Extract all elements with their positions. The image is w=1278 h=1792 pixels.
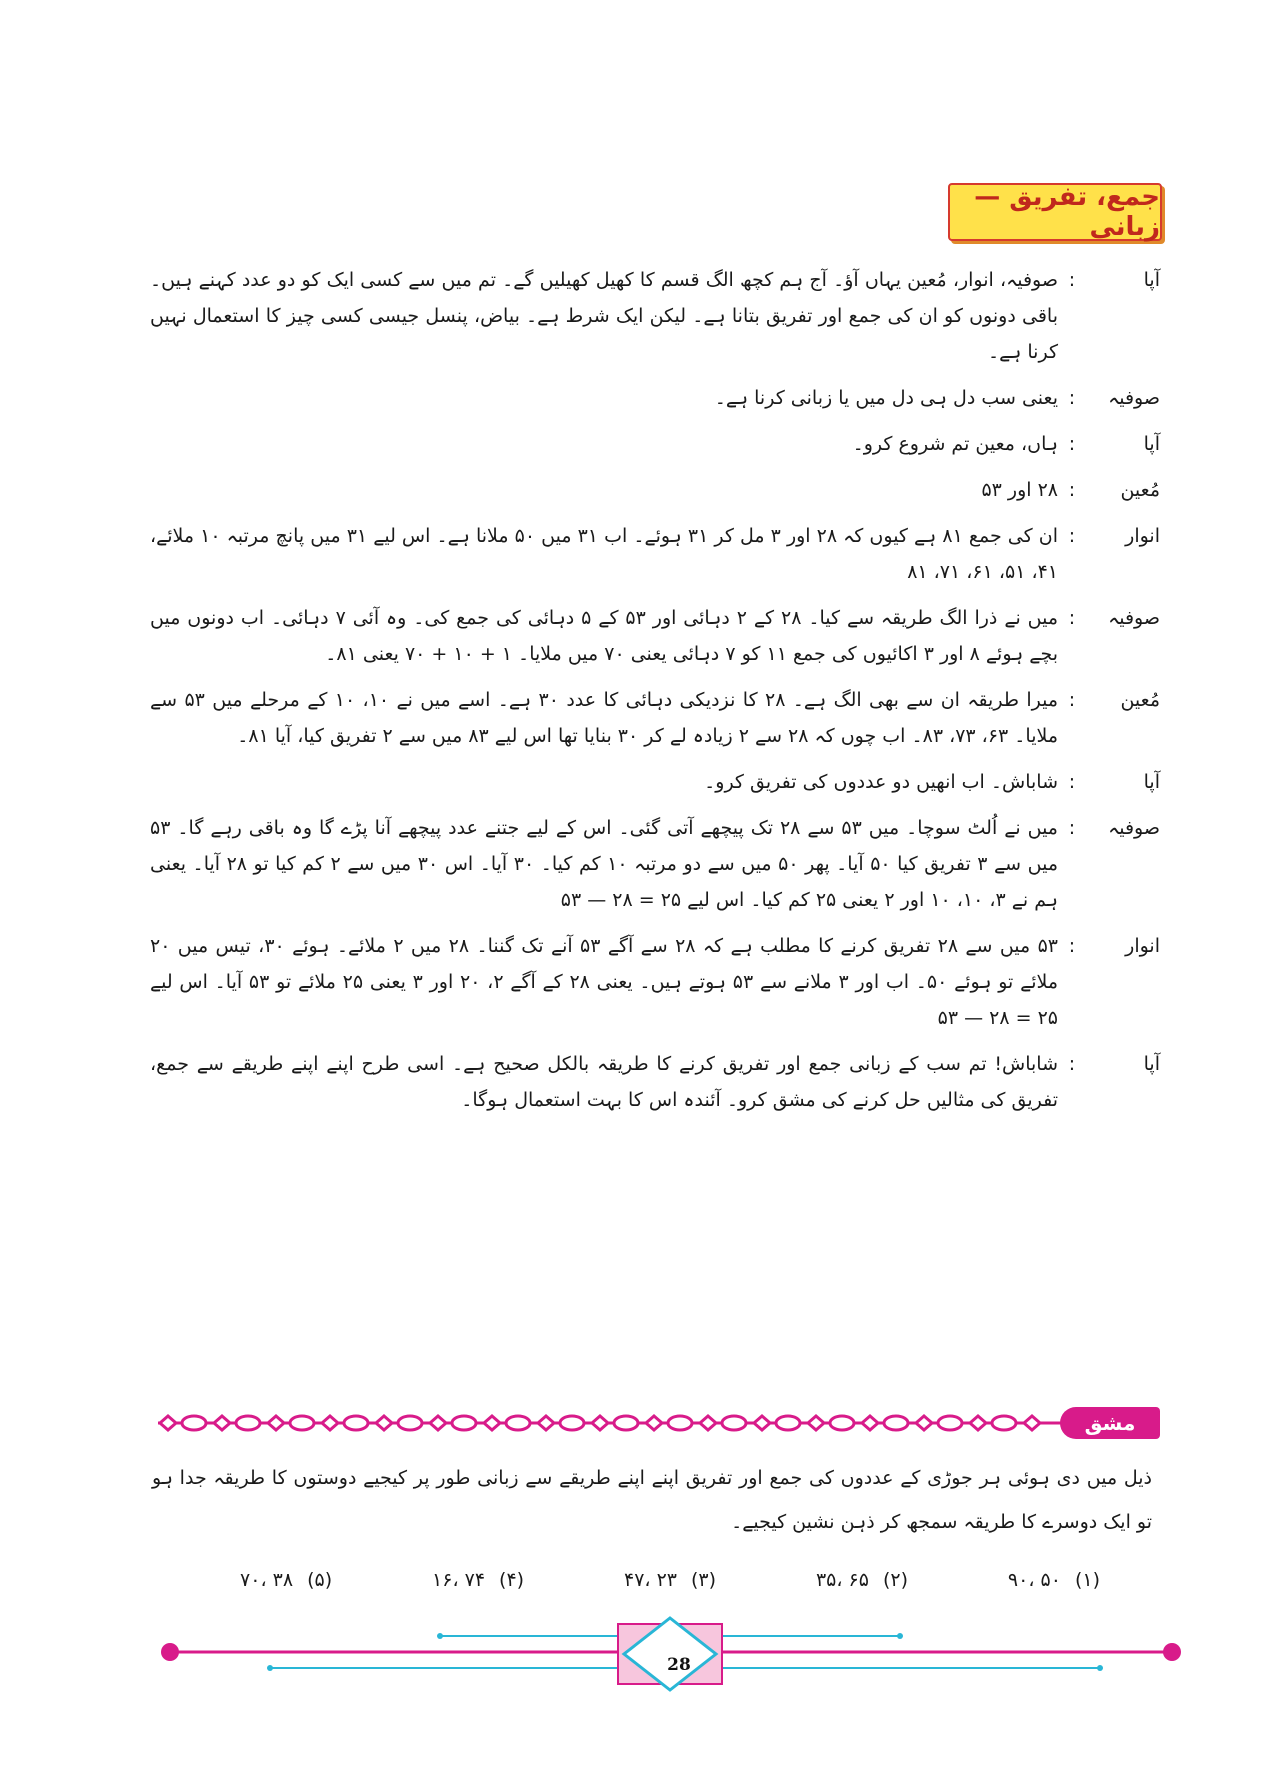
dialogue-line: [150, 472, 1160, 508]
dialogue-line: [150, 1046, 1160, 1118]
pair-number: (۳): [691, 1569, 717, 1591]
speaker-name: انوار: [1125, 935, 1160, 957]
page-number: 28: [667, 1655, 691, 1675]
speech-text: شاباش۔ اب انھیں دو عددوں کی تفریق کرو۔: [704, 771, 1058, 793]
exercise-instruction: ذیل میں دی ہوئی ہر جوڑی کے عددوں کی جمع اور تفریق اپنے اپنے طریقے سے زبانی طور پر کیجیے دوستوں کا طریقہ جدا ہو تو ایک دوسرے کا طریقہ سمجھ کر ذہن نشین کیجیے۔: [152, 1467, 1152, 1533]
colon: :: [1068, 689, 1076, 711]
pair-values: ۲۳ ،۴۷: [623, 1569, 677, 1591]
speaker-name: مُعین: [1120, 479, 1160, 501]
speech-text: میرا طریقہ ان سے بھی الگ ہے۔ ۲۸ کا نزدیکی دہائی کا عدد ۳۰ ہے۔ اسے میں نے ۱۰، ۱۰ کے مرحلے میں ۵۳ سے ملایا۔ ۶۳، ۷۳، ۸۳۔ اب چوں کہ ۲۸ سے ۲ زیادہ لے کر ۳۰ بنایا تھا اس لیے ۸۳ میں سے ۲ تفریق کیا، آیا ۸۱۔: [150, 689, 1058, 747]
exercise-pair: [1008, 1569, 1100, 1591]
pair-values: ۷۴ ،۱۶: [432, 1569, 486, 1591]
colon: :: [1068, 433, 1076, 455]
exercise-label: مشق: [1060, 1407, 1160, 1439]
dialogue-line: [150, 810, 1160, 918]
speaker-name: آپا: [1143, 269, 1160, 291]
footer-decoration: [0, 1610, 1278, 1730]
exercise-pair: [240, 1569, 332, 1591]
pair-number: (۲): [882, 1569, 909, 1591]
speaker-name: صوفیہ: [1108, 817, 1160, 839]
speech-text: ۵۳ میں سے ۲۸ تفریق کرنے کا مطلب ہے کہ ۲۸ سے آگے ۵۳ آنے تک گننا۔ ۲۸ میں ۲ ملائے۔ ہوئے ۳۰، تیس میں ۲۰ ملائے تو ہوئے ۵۰۔ اب اور ۳ ملانے سے ۵۳ ہوتے ہیں۔ یعنی ۲۸ کے آگے ۲، ۲۰ اور ۳ یعنی ۲۵ ملائے تو ۵۳ آیا۔ اس لیے ۲۵ = ۲۸ — ۵۳: [150, 935, 1059, 1029]
colon: :: [1068, 771, 1076, 793]
exercise-pair: [624, 1569, 716, 1591]
pair-number: (۴): [499, 1569, 525, 1591]
dialogue-line: [150, 262, 1160, 370]
chain-divider: [158, 1408, 1158, 1438]
colon: :: [1068, 935, 1076, 957]
speech-text: میں نے ذرا الگ طریقہ سے کیا۔ ۲۸ کے ۲ دہائی اور ۵۳ کے ۵ دہائی کی جمع کی۔ وہ آئی ۷ دہائی۔ اب دونوں میں بچے ہوئے ۸ اور ۳ اکائیوں کی جمع ۱۱ کو ۷ دہائی یعنی ۷۰ میں ملایا۔ ۱ + ۱۰ + ۷۰ یعنی ۸۱۔: [150, 607, 1059, 665]
dialogue-line: [150, 600, 1160, 672]
pair-values: ۶۵ ،۳۵: [815, 1569, 869, 1591]
dialogue-line: [150, 380, 1160, 416]
colon: :: [1068, 607, 1076, 629]
speaker-name: آپا: [1143, 1053, 1160, 1075]
section-title: جمع، تفریق — زبانی: [948, 183, 1162, 241]
pair-values: ۳۸ ،۷۰: [240, 1569, 294, 1591]
colon: :: [1068, 525, 1076, 547]
speaker-name: انوار: [1125, 525, 1160, 547]
colon: :: [1068, 269, 1076, 291]
dialogue-line: [150, 518, 1160, 590]
dialogue: [150, 262, 1160, 1128]
speaker-name: صوفیہ: [1108, 387, 1160, 409]
speech-text: ۲۸ اور ۵۳: [981, 479, 1058, 501]
colon: :: [1068, 1053, 1076, 1075]
dialogue-line: [150, 928, 1160, 1036]
dialogue-line: [150, 426, 1160, 462]
speaker-name: صوفیہ: [1108, 607, 1160, 629]
dialogue-line: [150, 764, 1160, 800]
speaker-name: آپا: [1143, 433, 1160, 455]
speech-text: شاباش! تم سب کے زبانی جمع اور تفریق کرنے کا طریقہ بالکل صحیح ہے۔ اسی طرح اپنے اپنے طریقے سے جمع، تفریق کی مثالیں حل کرنے کی مشق کرو۔ آئندہ اس کا بہت استعمال ہوگا۔: [150, 1053, 1058, 1111]
pair-number: (۵): [307, 1569, 333, 1591]
speaker-name: مُعین: [1120, 689, 1160, 711]
speech-text: یعنی سب دل ہی دل میں یا زبانی کرنا ہے۔: [714, 387, 1058, 409]
colon: :: [1068, 817, 1076, 839]
dialogue-line: [150, 682, 1160, 754]
colon: :: [1068, 387, 1076, 409]
speech-text: ان کی جمع ۸۱ ہے کیوں کہ ۲۸ اور ۳ مل کر ۳۱ ہوئے۔ اب ۳۱ میں ۵۰ ملانا ہے۔ اس لیے ۳۱ میں پانچ مرتبہ ۱۰ ملائے، ۴۱، ۵۱، ۶۱، ۷۱، ۸۱: [150, 525, 1058, 583]
exercise-pair: [816, 1569, 908, 1591]
exercise-pairs: [240, 1560, 1100, 1600]
speech-text: میں نے اُلٹ سوچا۔ میں ۵۳ سے ۲۸ تک پیچھے آتی گئی۔ اس کے لیے جتنے عدد پیچھے آنا پڑے گا وہ باقی رہے گا۔ ۵۳ میں سے ۳ تفریق کیا ۵۰ آیا۔ پھر ۵۰ میں سے دو مرتبہ ۱۰ کم کیا۔ ۳۰ آیا۔ اس ۳۰ میں سے ۲ کم کیا تو ۲۸ آیا۔ یعنی ہم نے ۳، ۱۰، ۱۰ اور ۲ یعنی ۲۵ کم کیا۔ اس لیے ۲۵ = ۲۸ — ۵۳: [150, 817, 1059, 911]
colon: :: [1068, 479, 1076, 501]
speaker-name: آپا: [1143, 771, 1160, 793]
speech-text: صوفیہ، انوار، مُعین یہاں آؤ۔ آج ہم کچھ الگ قسم کا کھیل کھیلیں گے۔ تم میں سے کسی ایک کو دو عدد کہنے ہیں۔ باقی دونوں کو ان کی جمع اور تفریق بتانا ہے۔ لیکن ایک شرط ہے۔ بیاض، پنسل جیسی کسی چیز کا استعمال نہیں کرنا ہے۔: [150, 269, 1058, 363]
speech-text: ہاں، معین تم شروع کرو۔: [852, 433, 1058, 455]
pair-values: ۵۰ ،۹۰: [1007, 1569, 1061, 1591]
exercise-pair: [432, 1569, 524, 1591]
pair-number: (۱): [1074, 1569, 1100, 1591]
